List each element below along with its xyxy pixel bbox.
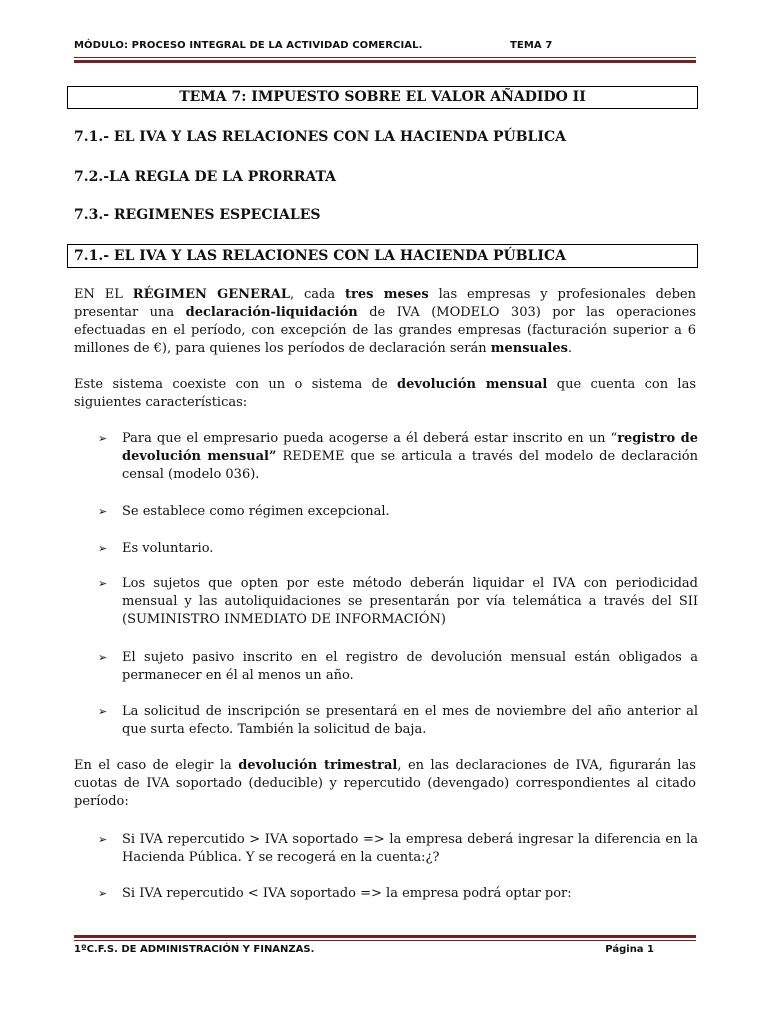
header-rule-thick — [74, 60, 696, 63]
arrow-bullet-icon: ➢ — [98, 577, 108, 590]
paragraph-regimen-general: EN EL RÉGIMEN GENERAL, cada tres meses las empresas y profesionales deben presentar una declaración-liquidación de IVA (MODELO 303) por las operaciones efectuadas en el período, con excepción de las grandes empresas (facturación superior a 6 millones de €), para quienes los períodos de declaración serán mensuales. — [74, 287, 696, 356]
footer-rule-thin — [74, 940, 696, 941]
paragraph-devolucion-mensual: Este sistema coexiste con un o sistema de devolución mensual que cuenta con las siguientes características: — [74, 377, 697, 410]
section-heading: 7.1.- EL IVA Y LAS RELACIONES CON LA HACIENDA PÚBLICA — [67, 244, 698, 268]
arrow-bullet-icon: ➢ — [98, 542, 108, 555]
outline-item-1: 7.1.- EL IVA Y LAS RELACIONES CON LA HACIENDA PÚBLICA — [74, 129, 566, 145]
arrow-bullet-icon: ➢ — [98, 833, 108, 846]
arrow-bullet-icon: ➢ — [98, 432, 108, 445]
header-module: MÓDULO: PROCESO INTEGRAL DE LA ACTIVIDAD COMERCIAL. — [74, 40, 423, 51]
arrow-bullet-icon: ➢ — [98, 505, 108, 518]
footer-course: 1ºC.F.S. DE ADMINISTRACIÓN Y FINANZAS. — [74, 944, 315, 955]
footer-rule-thick — [74, 935, 696, 938]
arrow-bullet-icon: ➢ — [98, 705, 108, 718]
arrow-bullet-icon: ➢ — [98, 887, 108, 900]
page-title: TEMA 7: IMPUESTO SOBRE EL VALOR AÑADIDO II — [67, 86, 698, 109]
arrow-bullet-icon: ➢ — [98, 651, 108, 664]
outline-item-2: 7.2.-LA REGLA DE LA PRORRATA — [74, 169, 336, 185]
header-topic: TEMA 7 — [510, 40, 553, 51]
paragraph-devolucion-trimestral: En el caso de elegir la devolución trimestral, en las declaraciones de IVA, figurarán las cuotas de IVA soportado (deducible) y repercutido (devengado) correspondientes al citado período: — [74, 758, 696, 809]
footer-page-number: Página 1 — [605, 944, 654, 955]
outline-item-3: 7.3.- REGIMENES ESPECIALES — [74, 207, 321, 223]
header-rule-thin — [74, 57, 696, 58]
